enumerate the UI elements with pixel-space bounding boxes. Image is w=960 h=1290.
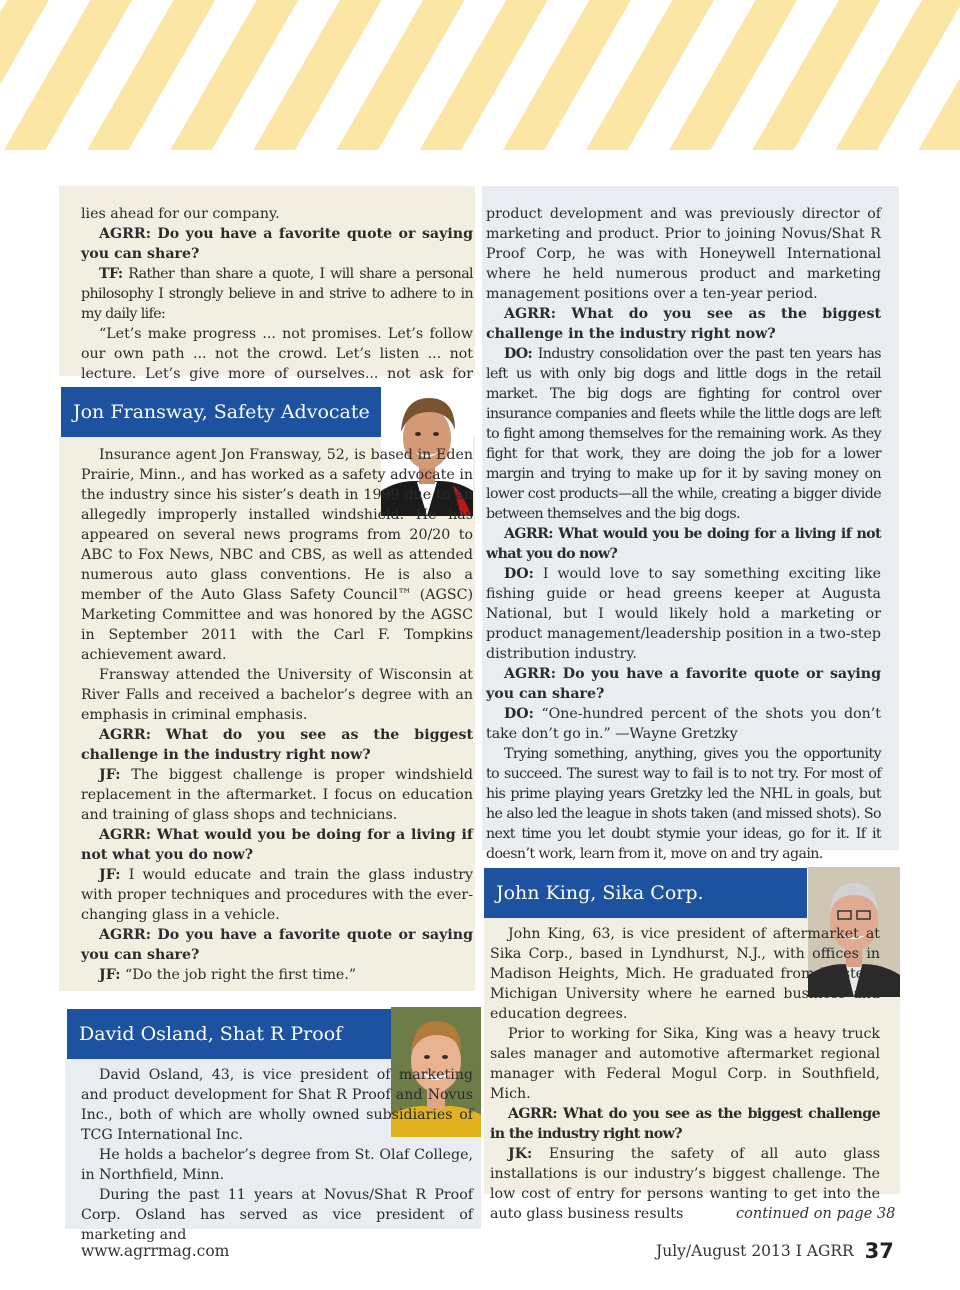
paragraph-text: David Osland, 43, is vice president of marketing and product development for Shat R Proof and Novus Inc., both of which are wholly owned subsidiaries of TCG International Inc. (81, 1067, 473, 1143)
paragraph-text: AGRR: What do you see as the biggest challenge in the industry right now? (486, 306, 881, 342)
paragraph-text: I would love to say something exciting like fishing guide or head greens keeper at Augusta National, but I would likely hold a marketing or product management/leadership position in a two-step distribution industry. (486, 566, 881, 662)
paragraph (486, 744, 881, 864)
continued-note: continued on page 38 (736, 1206, 896, 1222)
paragraph (81, 825, 473, 865)
paragraph-text: AGRR: What would you be doing for a living if not what you do now? (81, 827, 473, 863)
paragraph-text: Prior to working for Sika, King was a heavy truck sales manager and automotive aftermarket regional manager with Federal Mogul Corp. in Southfield, Mich. (490, 1026, 880, 1102)
paragraph (81, 865, 473, 925)
paragraph (81, 965, 473, 985)
paragraph-text: I would educate and train the glass industry with proper techniques and procedures with the ever-changing glass in a vehicle. (81, 867, 473, 923)
paragraph-text: Rather than share a quote, I will share a personal philosophy I strongly believe in and strive to adhere to in my daily life: (81, 266, 473, 322)
paragraph (486, 344, 881, 524)
page-number: 37 (864, 1239, 894, 1263)
paragraph-text: The biggest challenge is proper windshield replacement in the aftermarket. I focus on education and training of glass shops and technicians. (81, 767, 473, 823)
decorative-stripes (0, 0, 960, 150)
paragraph-text: AGRR: What would you be doing for a living if not what you do now? (486, 526, 881, 562)
paragraph-text: Trying something, anything, gives you the opportunity to succeed. The surest way to fail is to not try. For most of his prime playing years Gretzky led the NHL in goals, but he also led the league in shots taken (and missed shots). So next time you let doubt stymie your ideas, go for it. If it doesn’t work, learn from it, move on and try again. (486, 746, 881, 862)
paragraph (81, 765, 473, 825)
website-text: www.agrrmag.com (81, 1242, 230, 1260)
speaker-label: TF: (99, 266, 123, 282)
paragraph (486, 664, 881, 704)
paragraph-text: AGRR: Do you have a favorite quote or saying you can share? (81, 927, 473, 963)
paragraph-text: Fransway attended the University of Wisconsin at River Falls and received a bachelor’s degree with an emphasis in criminal emphasis. (81, 667, 473, 723)
osland-title: David Osland, Shat R Proof (79, 1023, 343, 1045)
paragraph (81, 204, 473, 224)
paragraph (486, 704, 881, 744)
paragraph-text: “Let’s make progress ... not promises. Let’s follow our own path ... not the crowd. Let’s listen ... not lecture. Let’s give more of ourselves... not ask for (81, 326, 473, 382)
paragraph-text: During the past 11 years at Novus/Shat R Proof Corp. Osland has served as vice president of marketing and (81, 1187, 473, 1243)
paragraph (486, 564, 881, 664)
paragraph (81, 1065, 473, 1145)
paragraph-text: He holds a bachelor’s degree from St. Olaf College, in Northfield, Minn. (81, 1147, 473, 1183)
osland-section (65, 1059, 481, 1243)
speaker-label: JK: (508, 1146, 533, 1162)
paragraph (486, 304, 881, 344)
paragraph (490, 924, 880, 1024)
column1-intro (59, 186, 475, 382)
paragraph-text: AGRR: What do you see as the biggest challenge in the industry right now? (81, 727, 473, 763)
paragraph (81, 925, 473, 965)
paragraph-text: John King, 63, is vice president of aftermarket at Sika Corp., based in Lyndhurst, N.J., with offices in Madison Heights, Mich. He graduated from Western Michigan University where he earned business and education degrees. (490, 926, 880, 1022)
speaker-label: JF: (99, 867, 121, 883)
paragraph-text: lies ahead for our company. (81, 206, 280, 222)
fransway-heading (61, 387, 381, 437)
paragraph-text: Insurance agent Jon Fransway, 52, is based in Eden Prairie, Minn., and has worked as a safety advocate in the industry since his sister’s death in 1999 due to an allegedly improperly installed windshield. He has appeared on several news programs from 20/20 to ABC to Fox News, NBC and CBS, as well as attended numerous auto glass conventions. He is also a member of the Auto Glass Safety Council™ (AGSC) Marketing Committee and was honored by the AGSC in September 2011 with the Carl F. Tompkins achievement award. (81, 447, 473, 663)
paragraph (81, 1145, 473, 1185)
osland-heading (67, 1009, 391, 1059)
paragraph-text: product development and was previously director of marketing and product. Prior to joining Novus/Shat R Proof Corp, he was with Honeywell International where he held numerous product and marketing management positions over a ten-year period. (486, 206, 881, 302)
paragraph-text: AGRR: What do you see as the biggest challenge in the industry right now? (490, 1106, 880, 1142)
paragraph-text: AGRR: Do you have a favorite quote or saying you can share? (81, 226, 473, 262)
paragraph (490, 1104, 880, 1144)
paragraph-text: AGRR: Do you have a favorite quote or saying you can share? (486, 666, 881, 702)
footer-website (81, 1242, 229, 1260)
paragraph (81, 725, 473, 765)
paragraph (81, 1185, 473, 1245)
paragraph (486, 524, 881, 564)
paragraph-text: “One-hundred percent of the shots you don’t take don’t go in.” —Wayne Gretzky (486, 706, 881, 742)
king-title: John King, Sika Corp. (496, 882, 704, 904)
issue-text: July/August 2013 I AGRR (656, 1242, 854, 1260)
king-heading (484, 868, 807, 918)
paragraph (81, 665, 473, 725)
speaker-label: DO: (504, 346, 533, 362)
speaker-label: JF: (99, 767, 121, 783)
speaker-label: DO: (504, 706, 534, 722)
paragraph (490, 1024, 880, 1104)
footer-issue (656, 1239, 894, 1263)
paragraph (81, 224, 473, 264)
paragraph-text: “Do the job right the first time.” (120, 967, 357, 983)
speaker-label: JF: (99, 967, 121, 983)
paragraph-text: Ensuring the safety of all auto glass installations is our industry’s biggest challenge. The low cost of entry for persons wanting to get into the auto glass business results (490, 1146, 880, 1222)
column2-osland-continued (482, 186, 899, 862)
fransway-section (59, 437, 475, 991)
paragraph (81, 264, 473, 324)
paragraph (81, 445, 473, 665)
paragraph-text: Industry consolidation over the past ten years has left us with only big dogs and little dogs in the retail market. The big dogs are fighting for control over insurance companies and fleets while the little dogs are left to fight among themselves for the remaining work. As they fight for that work, they are doing the job for a lower margin and trying to make up for it by saving money on lower cost products—all the while, creating a bigger divide between themselves and the big dogs. (486, 346, 881, 522)
fransway-title: Jon Fransway, Safety Advocate (73, 401, 370, 423)
speaker-label: DO: (504, 566, 534, 582)
paragraph (486, 204, 881, 304)
